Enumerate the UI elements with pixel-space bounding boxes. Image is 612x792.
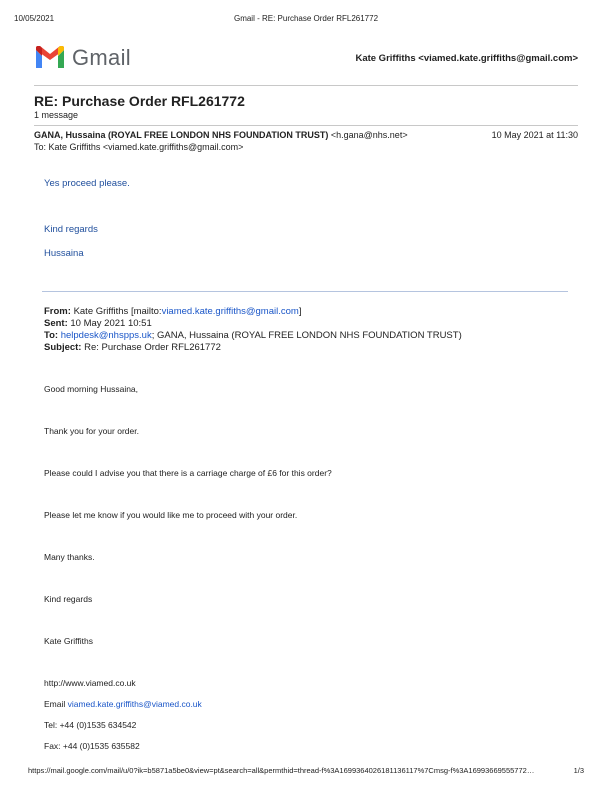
quoted-body-line: Kind regards [44,594,93,604]
signature-email-label: Email [44,699,66,709]
quoted-from-email-link[interactable]: viamed.kate.griffiths@gmail.com [161,306,299,317]
quoted-subject-label: Subject: [44,342,82,353]
print-title: Gmail - RE: Purchase Order RFL261772 [233,14,379,23]
gmail-wordmark: Gmail [72,45,131,70]
gmail-logo-icon [34,46,66,70]
quoted-from-name: Kate Griffiths [mailto: [73,306,162,317]
quoted-sent-value: 10 May 2021 10:51 [70,318,152,329]
quoted-body-line: Thank you for your order. [44,426,139,436]
thread-divider [34,125,578,126]
quoted-body-line: Kate Griffiths [44,636,93,646]
quoted-sent [44,318,152,329]
gmail-logo[interactable] [34,44,134,72]
quoted-subject-value: Re: Purchase Order RFL261772 [84,342,221,353]
message-recipient: To: Kate Griffiths <viamed.kate.griffiths@gmail.com> [34,142,244,152]
quoted-from [44,306,301,317]
quoted-to-rest: ; GANA, Hussaina (ROYAL FREE LONDON NHS FOUNDATION TRUST) [151,330,462,341]
signature-email-link[interactable]: viamed.kate.griffiths@viamed.co.uk [67,699,202,709]
message-count: 1 message [34,110,79,120]
quoted-from-end: ] [298,306,302,317]
quoted-body-line: Good morning Hussaina, [44,384,139,394]
header-divider [34,85,578,86]
thread-subject: RE: Purchase Order RFL261772 [34,93,245,109]
message-date: 10 May 2021 at 11:30 [491,130,578,140]
quoted-body-line: Many thanks. [44,552,95,562]
reply-line: Kind regards [44,224,98,235]
message-sender [34,130,408,140]
quoted-subject [44,342,221,353]
signature-fax: Fax: +44 (0)1535 635582 [44,741,140,751]
sender-email: <h.gana@nhs.net> [330,130,408,140]
signature-email [44,699,202,709]
website-link[interactable]: http://www.viamed.co.uk [44,678,136,688]
quoted-from-label: From: [44,306,71,317]
quoted-to-email-link[interactable]: helpdesk@nhspps.uk [60,330,152,341]
sender-name: GANA, Hussaina (ROYAL FREE LONDON NHS FOUNDATION TRUST) [34,130,329,140]
reply-line: Yes proceed please. [44,178,130,189]
print-date: 10/05/2021 [14,14,55,23]
print-page-number: 1/3 [573,766,584,775]
reply-line: Hussaina [44,248,84,259]
quoted-body-line: Please let me know if you would like me to proceed with your order. [44,510,298,520]
quoted-to [44,330,462,341]
print-footer-url: https://mail.google.com/mail/u/0?ik=b5871a5be0&view=pt&search=all&permthid=thread-f%3A1699364026181136117%7Cmsg-f%3A16993669555772… [28,766,535,775]
account-identity: Kate Griffiths <viamed.kate.griffiths@gmail.com> [355,53,578,64]
quoted-body-line: Please could I advise you that there is a carriage charge of £6 for this order? [44,468,332,478]
signature-tel: Tel: +44 (0)1535 634542 [44,720,137,730]
quoted-sent-label: Sent: [44,318,68,329]
quote-separator [42,291,568,292]
quoted-to-label: To: [44,330,59,341]
